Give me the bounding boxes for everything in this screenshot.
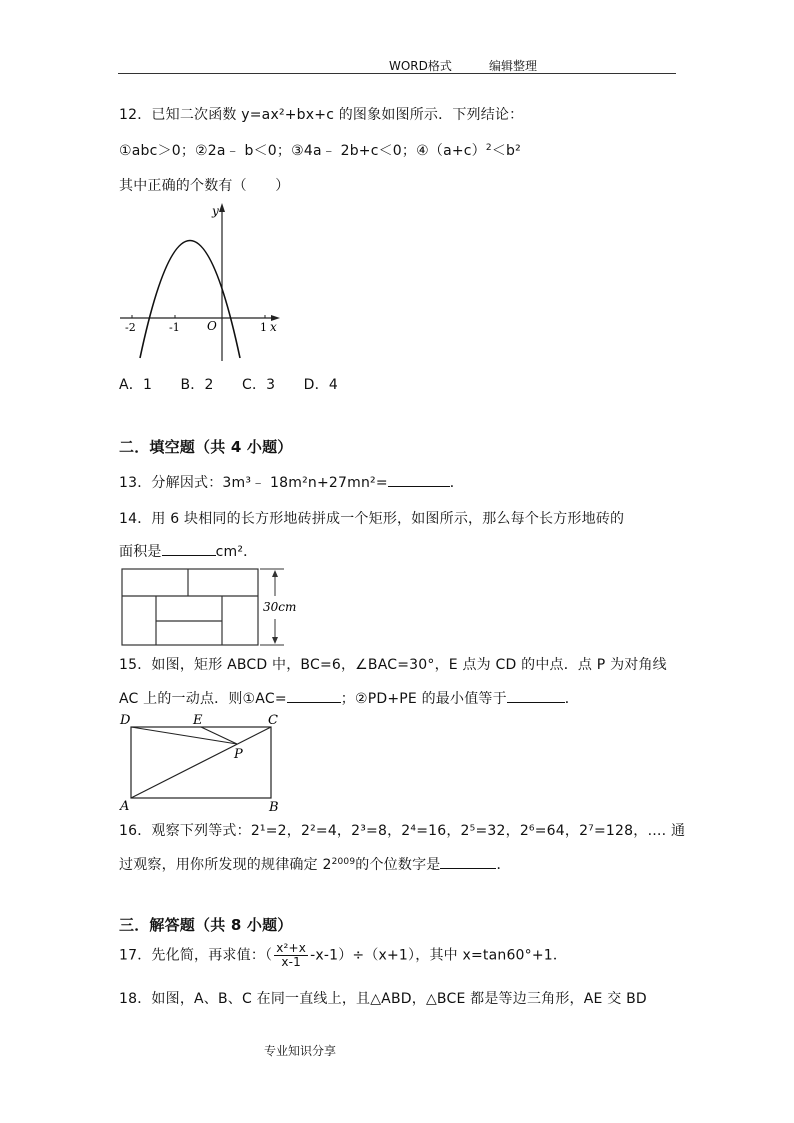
footer-text: 专业知识分享 bbox=[264, 1044, 337, 1058]
tiles-figure bbox=[118, 564, 308, 648]
q14-blank bbox=[162, 543, 216, 556]
section3-title: 三．解答题（共 8 小题） bbox=[119, 916, 293, 934]
q14-line2: 面积是 cm²． bbox=[119, 544, 258, 560]
q12-options: A．1 B．2 C．3 D．4 bbox=[119, 377, 338, 393]
label-E: E bbox=[193, 713, 203, 728]
q13-blank bbox=[388, 474, 450, 487]
header-left: WORD格式 bbox=[389, 59, 452, 73]
q15-line1: 15．如图，矩形 ABCD 中，BC=6，∠BAC=30°，E 点为 CD 的中点．点 P 为对角线 bbox=[119, 657, 667, 673]
q16-line1: 16．观察下列等式：2¹=2，2²=4，2³=8，2⁴=16，2⁵=32，2⁶=64，2⁷=128，…. 通 bbox=[119, 823, 686, 839]
q12-line1: 12．已知二次函数 y=ax²+bx+c 的图象如图所示．下列结论： bbox=[119, 107, 524, 123]
q16-blank bbox=[440, 856, 496, 869]
graph-origin-label: O bbox=[207, 319, 217, 333]
section2-title: 二．填空题（共 4 小题） bbox=[119, 438, 293, 456]
header-rule bbox=[118, 73, 676, 74]
q13-line: 13．分解因式：3m³﹣ 18m²n+27mn²= ． bbox=[119, 475, 464, 491]
graph-tick-m1: -1 bbox=[169, 321, 180, 334]
q15-blank1 bbox=[287, 690, 341, 703]
q16-line2: 过观察，用你所发现的规律确定 $2^{2009}$的个位数字是 ． bbox=[119, 857, 511, 873]
graph-x-label: x bbox=[270, 320, 277, 334]
rectangle-figure bbox=[115, 710, 290, 814]
q15-line2: AC 上的一动点．则①AC= ；②PD+PE 的最小值等于 ． bbox=[119, 691, 579, 707]
graph-y-label: y bbox=[212, 204, 219, 218]
q17-fraction: $\frac{\text{x²+x}}{x-1}$ bbox=[276, 941, 307, 969]
q12-line2: ①abc＞0；②2a﹣ b＜0；③4a﹣ 2b+c＜0；$④(a+c)^2<b^2$ bbox=[119, 143, 521, 159]
q18-line1: 18．如图，A、B、C 在同一直线上，且△ABD，△BCE 都是等边三角形，AE 交 BD bbox=[119, 991, 647, 1007]
label-A: A bbox=[120, 799, 130, 814]
q17-line: 17．先化简，再求值：（ $\frac{\text{x²+x}}{x-1}$ -x-1）÷（x+1），其中 x=tan60°+1． bbox=[119, 941, 568, 969]
parabola-graph bbox=[110, 198, 290, 363]
label-P: P bbox=[234, 747, 243, 762]
q15-blank2 bbox=[507, 690, 565, 703]
q14-line1: 14．用 6 块相同的长方形地砖拼成一个矩形，如图所示，那么每个长方形地砖的 bbox=[119, 511, 625, 527]
graph-tick-1: 1 bbox=[260, 321, 267, 334]
graph-tick-m2: -2 bbox=[125, 321, 136, 334]
label-D: D bbox=[120, 713, 131, 728]
header-right: 编辑整理 bbox=[489, 59, 538, 73]
q12-line3: 其中正确的个数有（ ） bbox=[119, 178, 290, 194]
label-B: B bbox=[269, 800, 279, 814]
label-C: C bbox=[268, 713, 278, 728]
dimension-label: 30cm bbox=[263, 600, 297, 614]
